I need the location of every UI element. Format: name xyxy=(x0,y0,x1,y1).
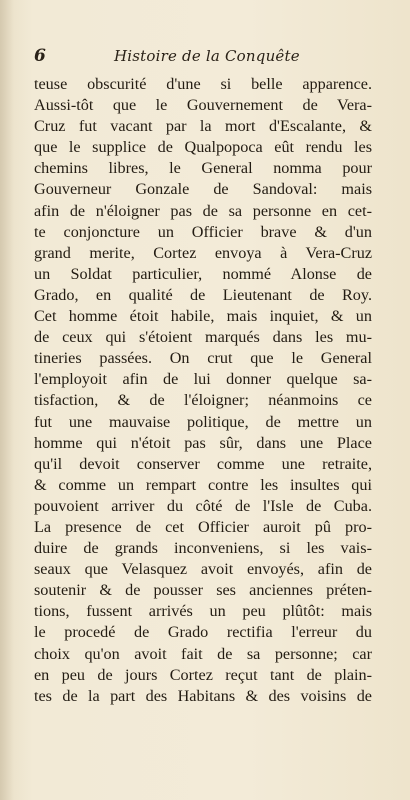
text-line: un Soldat particulier, nommé Alonse de xyxy=(34,264,372,283)
body-text xyxy=(34,74,372,707)
text-line: afin de n'éloigner pas de sa personne en cet- xyxy=(34,201,372,220)
text-line: seaux que Velasquez avoit envoyés, afin de xyxy=(34,560,372,579)
text-line: grand merite, Cortez envoya à Vera-Cruz xyxy=(34,243,372,262)
text-line: Aussi-tôt que le Gouvernement de Vera- xyxy=(34,96,372,115)
text-line: Gouverneur Gonzale de Sandoval: mais xyxy=(34,180,372,199)
text-line: duire de grands inconveniens, si les vais- xyxy=(34,539,372,558)
text-line: que le supplice de Qualpopoca eût rendu les xyxy=(34,138,372,157)
text-line: & comme un rempart contre les insultes qui xyxy=(34,475,372,494)
page-header xyxy=(34,46,374,68)
text-line: La presence de cet Officier auroit pû pro- xyxy=(34,517,372,536)
text-line: Grado, en qualité de Lieutenant de Roy. xyxy=(34,285,372,304)
text-line: tions, fussent arrivés un peu plûtôt: mais xyxy=(34,602,372,621)
text-line: chemins libres, le General nomma pour xyxy=(34,159,372,178)
text-line: te conjoncture un Officier brave & d'un xyxy=(34,222,372,241)
text-line: Cruz fut vacant par la mort d'Escalante, & xyxy=(34,117,372,136)
binding-shadow xyxy=(0,0,14,800)
text-line: le procedé de Grado rectifia l'erreur du xyxy=(34,623,372,642)
text-line: l'employoit afin de lui donner quelque sa- xyxy=(34,370,372,389)
text-line: de ceux qui s'étoient marqués dans les mu- xyxy=(34,328,372,347)
text-line: homme qui n'étoit pas sûr, dans une Place xyxy=(34,433,372,452)
text-line: soutenir & de pousser ses anciennes préten- xyxy=(34,581,372,600)
running-title: Histoire de la Conquête xyxy=(114,47,300,65)
text-line: qu'il devoit conserver comme une retraite, xyxy=(34,454,372,473)
text-line: fut une mauvaise politique, de mettre un xyxy=(34,412,372,431)
page-number: 6 xyxy=(34,46,46,66)
text-line: tineries passées. On crut que le General xyxy=(34,349,372,368)
text-line: Cet homme étoit habile, mais inquiet, & un xyxy=(34,307,372,326)
text-line: en peu de jours Cortez reçut tant de plain- xyxy=(34,665,372,684)
text-line: tisfaction, & de l'éloigner; néanmoins ce xyxy=(34,391,372,410)
text-line: teuse obscurité d'une si belle apparence. xyxy=(34,75,372,93)
text-line: pouvoient arriver du côté de l'Isle de Cuba. xyxy=(34,496,372,515)
text-line: choix qu'on avoit fait de sa personne; car xyxy=(34,644,372,663)
text-line: tes de la part des Habitans & des voisins de xyxy=(34,686,372,705)
